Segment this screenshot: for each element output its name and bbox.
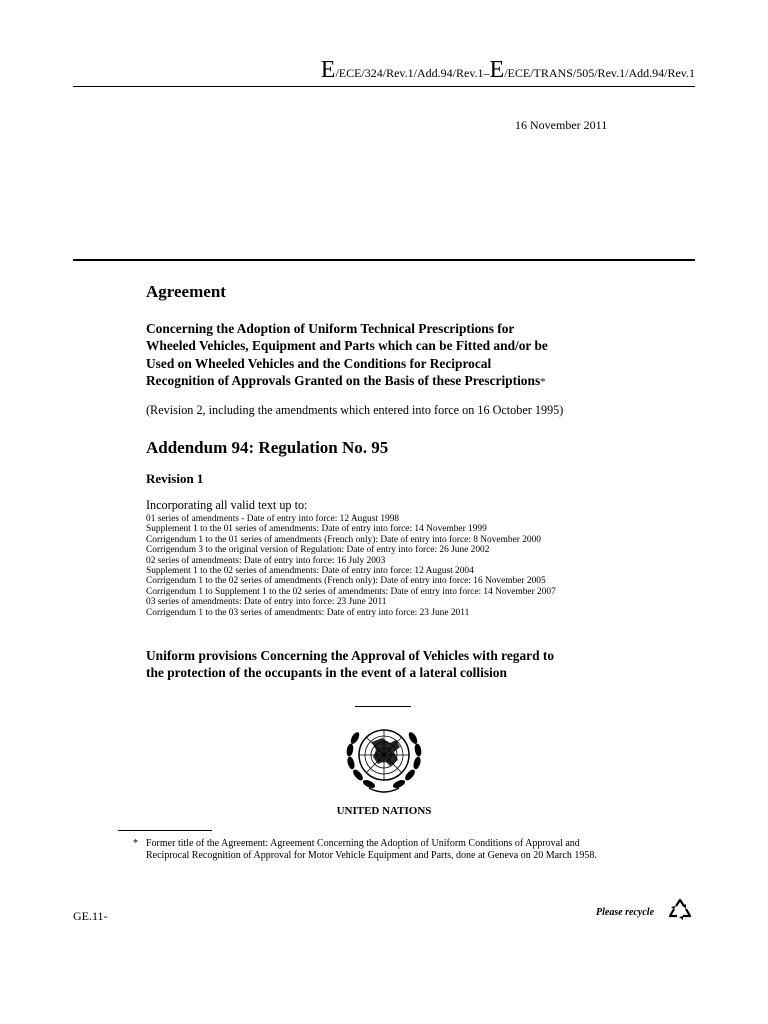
symbol-rest-1: /ECE/324/Rev.1/Add.94/Rev.1–: [335, 66, 490, 80]
regulation-title-line: Uniform provisions Concerning the Approval of Vehicles with regard to: [146, 648, 555, 663]
amendment-series-list: [146, 514, 556, 618]
symbol-rest-2: /ECE/TRANS/505/Rev.1/Add.94/Rev.1: [504, 66, 695, 80]
list-item: 01 series of amendments - Date of entry into force: 12 August 1998: [146, 514, 400, 524]
job-number: GE.11-: [73, 909, 108, 923]
list-item: Corrigendum 1 to the 03 series of amendments: Date of entry into force: 23 June 2011: [146, 607, 470, 618]
incorporating-label: Incorporating all valid text up to:: [146, 498, 308, 512]
list-item: Supplement 1 to the 02 series of amendments: Date of entry into force: 12 August 2004: [146, 566, 474, 577]
agreement-title-line: Wheeled Vehicles, Equipment and Parts which can be Fitted and/or be: [146, 338, 548, 354]
addendum-heading: Addendum 94: Regulation No. 95: [146, 438, 389, 457]
agreement-title-last-text: Recognition of Approvals Granted on the Basis of these Prescriptions: [146, 372, 541, 388]
revision-note: (Revision 2, including the amendments which entered into force on 16 October 1995): [146, 403, 564, 417]
list-item: 02 series of amendments: Date of entry into force: 16 July 2003: [146, 555, 386, 566]
list-item: Corrigendum 1 to the 02 series of amendments (French only): Date of entry into force: 16 November 2005: [146, 576, 546, 587]
list-item: Supplement 1 to the 01 series of amendments: Date of entry into force: 14 November 1999: [146, 524, 487, 535]
list-item: Corrigendum 1 to the 01 series of amendments (French only): Date of entry into force: 8 November 2000: [146, 534, 541, 545]
regulation-title: [146, 647, 646, 682]
footnote-text: Former title of the Agreement: Agreement Concerning the Adoption of Uniform Conditions of Approval and Reciprocal Recognition of Approval for Motor Vehicle Equipment and Parts, done at Geneva on 20 March 1958.: [146, 838, 597, 861]
agreement-title-line: Concerning the Adoption of Uniform Technical Prescriptions for: [146, 321, 515, 336]
regulation-title-line: the protection of the occupants in the event of a lateral collision: [146, 665, 507, 681]
separator-rule: [355, 706, 411, 707]
footnote-rule: [118, 830, 212, 831]
list-item: Corrigendum 3 to the original version of Regulation: Date of entry into force: 26 June 2002: [146, 545, 490, 556]
agreement-title: [146, 320, 626, 391]
footnote-marker: *: [133, 838, 138, 849]
organization-name: UNITED NATIONS: [336, 805, 432, 817]
recycle-label: Please recycle: [596, 907, 655, 918]
header-rule: [73, 86, 695, 87]
revision-label: Revision 1: [146, 471, 204, 486]
agreement-title-line: [146, 372, 626, 391]
document-symbol: [321, 58, 695, 82]
symbol-prefix-2: E: [489, 57, 505, 83]
footnote-reference[interactable]: *: [540, 375, 546, 388]
agreement-heading: Agreement: [146, 282, 226, 301]
recycle-icon: [667, 898, 693, 929]
un-emblem-icon: [338, 716, 430, 803]
document-date: 16 November 2011: [515, 118, 608, 132]
symbol-prefix-1: E: [320, 57, 336, 83]
list-item: 03 series of amendments: Date of entry into force: 23 June 2011: [146, 597, 387, 608]
title-rule: [73, 259, 695, 261]
list-item: Corrigendum 1 to Supplement 1 to the 02 series of amendments: Date of entry into force: 14 November 2007: [146, 586, 556, 597]
agreement-title-line: Used on Wheeled Vehicles and the Conditions for Reciprocal: [146, 355, 492, 371]
